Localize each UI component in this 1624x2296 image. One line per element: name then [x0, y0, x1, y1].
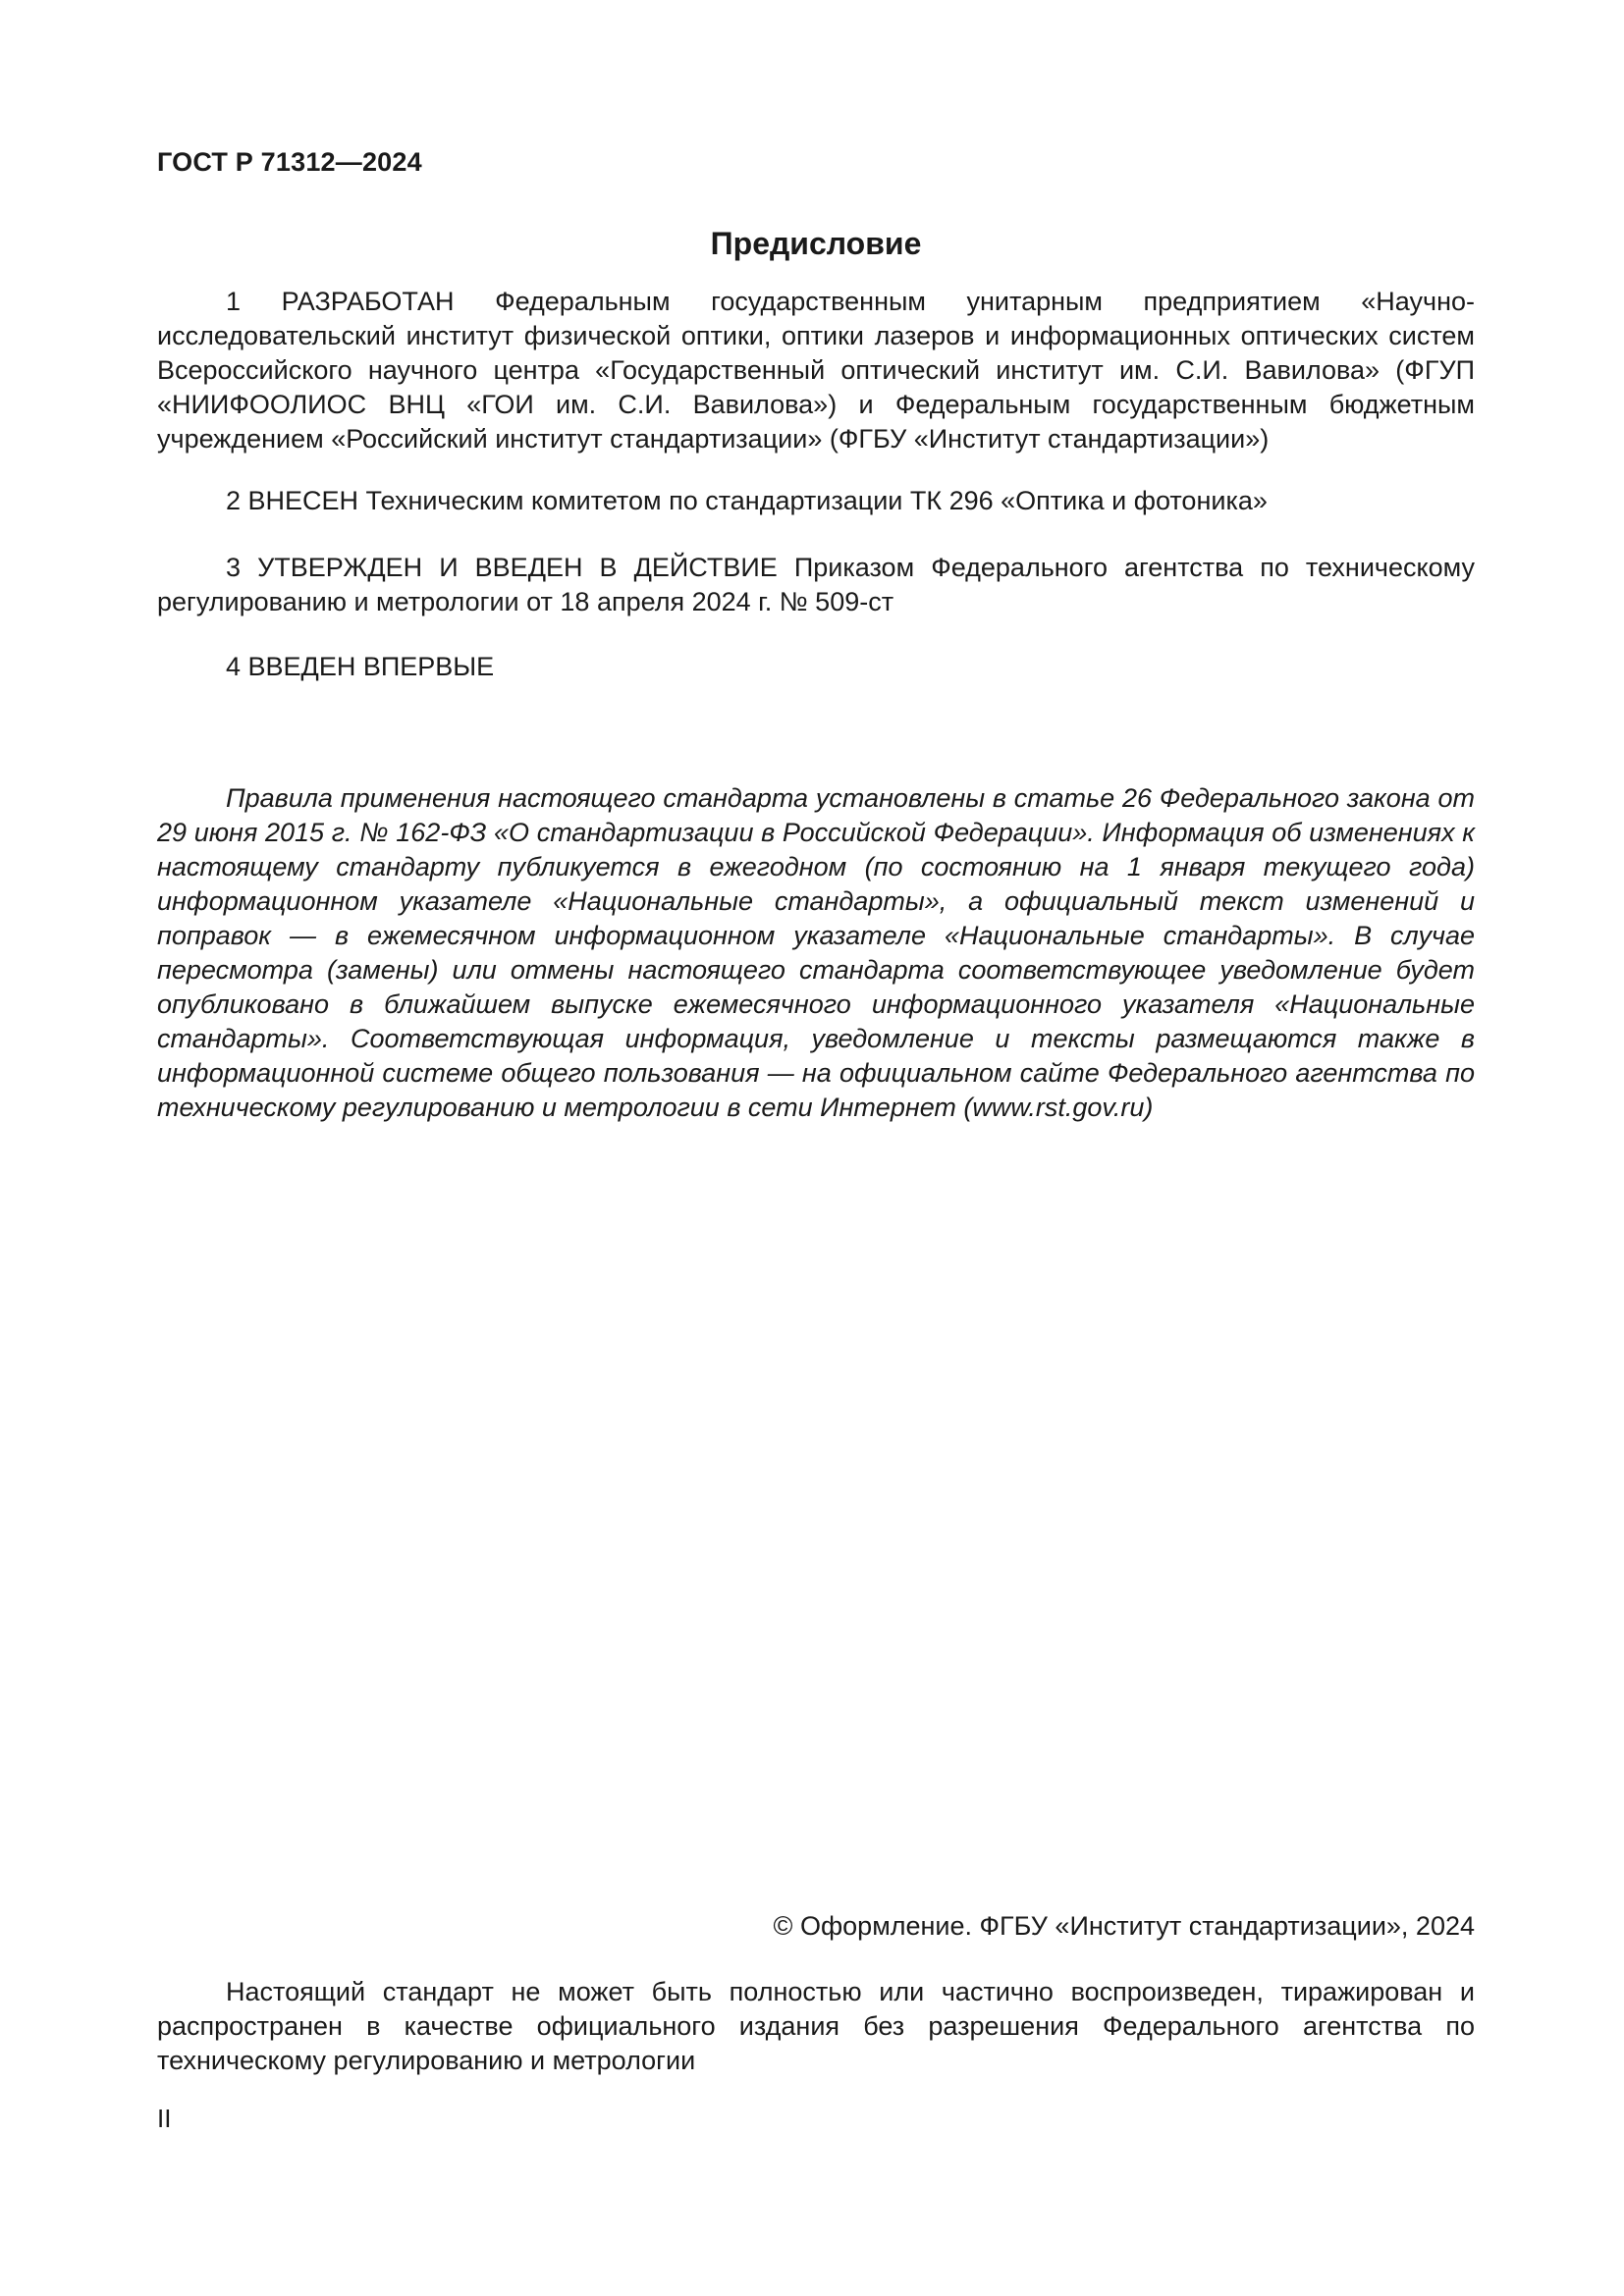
paragraph-developed-text: 1 РАЗРАБОТАН Федеральным государственным унитарным предприятием «Научно-исследовательский институт физической оптики, оптики лазеров и информационных оптических систем Всероссийского научного центра «Государственный оптический институт им. С.И. Вавилова» (ФГУП «НИИФООЛИОС ВНЦ «ГОИ им. С.И. Вавилова») и Федеральным государственным бюджетным учреждением «Российский институт стандартизации» (ФГБУ «Институт стандартизации») — [157, 287, 1475, 454]
document-code: ГОСТ Р 71312—2024 — [157, 147, 422, 177]
paragraph-first-introduced-text: 4 ВВЕДЕН ВПЕРВЫЕ — [226, 652, 495, 681]
paragraph-introduced-text: 2 ВНЕСЕН Техническим комитетом по стандартизации ТК 296 «Оптика и фотоника» — [226, 486, 1268, 515]
paragraph-approved — [157, 551, 1475, 619]
page-number: II — [157, 2104, 172, 2133]
paragraph-introduced — [157, 484, 1475, 518]
paragraph-developed — [157, 285, 1475, 456]
copyright-line: © Оформление. ФГБУ «Институт стандартизации», 2024 — [773, 1911, 1475, 1941]
rules-block — [157, 781, 1475, 1125]
paragraph-approved-text: 3 УТВЕРЖДЕН И ВВЕДЕН В ДЕЙСТВИЕ Приказом Федерального агентства по техническому регулированию и метрологии от 18 апреля 2024 г. № 509-ст — [157, 553, 1475, 616]
rules-text: Правила применения настоящего стандарта установлены в статье 26 Федерального закона от 29 июня 2015 г. № 162-ФЗ «О стандартизации в Российской Федерации». Информация об изменениях к настоящему стандарту публикуется в ежегодном (по состоянию на 1 января текущего года) информационном указателе «Национальные стандарты», а официальный текст изменений и поправок — в ежемесячном информационном указателе «Национальные стандарты». В случае пересмотра (замены) или отмены настоящего стандарта соответствующее уведомление будет опубликовано в ближайшем выпуске ежемесячного информационного указателя «Национальные стандарты». Соответствующая информация, уведомление и тексты размещаются также в информационной системе общего пользования — на официальном сайте Федерального агентства по техническому регулированию и метрологии в сети Интернет (www.rst.gov.ru) — [157, 783, 1475, 1122]
paragraph-first-introduced — [157, 650, 1475, 684]
page-title: Предисловие — [710, 226, 922, 261]
reproduction-notice-text: Настоящий стандарт не может быть полностью или частично воспроизведен, тиражирован и распространен в качестве официального издания без разрешения Федерального агентства по техническому регулированию и метрологии — [157, 1977, 1475, 2075]
reproduction-notice — [157, 1975, 1475, 2078]
